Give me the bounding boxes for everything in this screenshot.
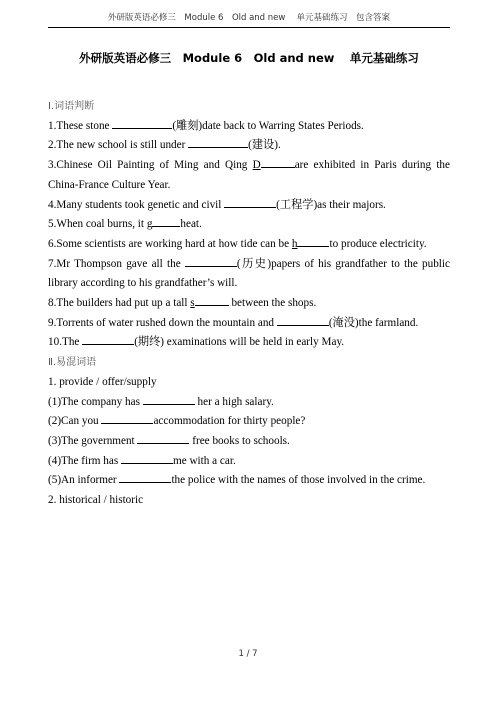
question-9: 9.Torrents of water rushed down the mountain and (淹没)the farmland. — [48, 314, 450, 334]
answer-blank[interactable] — [101, 412, 153, 424]
question-10: 10.The (期终) examinations will be held in early May. — [48, 333, 450, 353]
section-heading-2: Ⅱ.易混词语 — [48, 357, 97, 369]
answer-blank[interactable] — [195, 294, 229, 306]
question-5: 5.When coal burns, it g heat. — [48, 215, 450, 235]
word-group-2: 2. historical / historic — [48, 494, 144, 507]
question-6: 6.Some scientists are working hard at how tide can be h to produce electricity. — [48, 235, 450, 255]
hint-letter: h — [291, 237, 298, 250]
question-4: 4.Many students took genetic and civil (工程学)as their majors. — [48, 196, 450, 216]
page-number: 1 / 7 — [238, 649, 258, 659]
document-title: 外研版英语必修三 Module 6 Old and new 单元基础练习 — [79, 51, 419, 65]
answer-blank[interactable] — [121, 452, 173, 464]
hint-letter: s — [190, 297, 195, 310]
answer-blank[interactable] — [261, 156, 295, 168]
answer-blank[interactable] — [297, 235, 329, 247]
question-7: 7.Mr Thompson gave all the (历史)papers of his grandfather to the public — [48, 255, 450, 275]
answer-blank[interactable] — [152, 215, 180, 227]
word-group-1: 1. provide / offer/supply — [48, 375, 157, 388]
answer-blank[interactable] — [185, 255, 237, 267]
exercise-content — [48, 97, 450, 511]
answer-blank[interactable] — [143, 393, 195, 405]
question-2: 2.The new school is still under (建设). — [48, 136, 450, 156]
section-heading-1: Ⅰ.词语判断 — [48, 101, 95, 112]
question-1: 1.These stone (雕刻)date back to Warring States Periods. — [48, 117, 450, 137]
list-item: (4)The firm has me with a car. — [48, 452, 450, 472]
question-8: 8.The builders had put up a tall s between the shops. — [48, 294, 450, 314]
answer-blank[interactable] — [277, 314, 329, 326]
list-item: (3)The government free books to schools. — [48, 432, 450, 452]
page-header: 外研版英语必修三 Module 6 Old and new 单元基础练习 包含答案 — [107, 13, 391, 23]
answer-blank[interactable] — [112, 117, 172, 129]
answer-blank[interactable] — [137, 432, 189, 444]
list-item: (1)The company has her a high salary. — [48, 393, 450, 413]
answer-blank[interactable] — [119, 471, 171, 483]
header-divider — [48, 27, 450, 28]
question-3-continued: China-France Culture Year. — [48, 178, 171, 191]
hint-letter: g — [146, 218, 153, 231]
list-item: (5)An informer the police with the names of those involved in the crime. — [48, 471, 450, 491]
list-item: (2)Can you accommodation for thirty people? — [48, 412, 450, 432]
question-7-continued: library according to his grandfather’s will. — [48, 277, 238, 290]
question-3: 3.Chinese Oil Painting of Ming and Qing D are exhibited in Paris during the — [48, 156, 450, 176]
answer-blank[interactable] — [188, 136, 248, 148]
hint-letter: D — [252, 159, 261, 172]
answer-blank[interactable] — [82, 333, 134, 345]
answer-blank[interactable] — [224, 196, 276, 208]
